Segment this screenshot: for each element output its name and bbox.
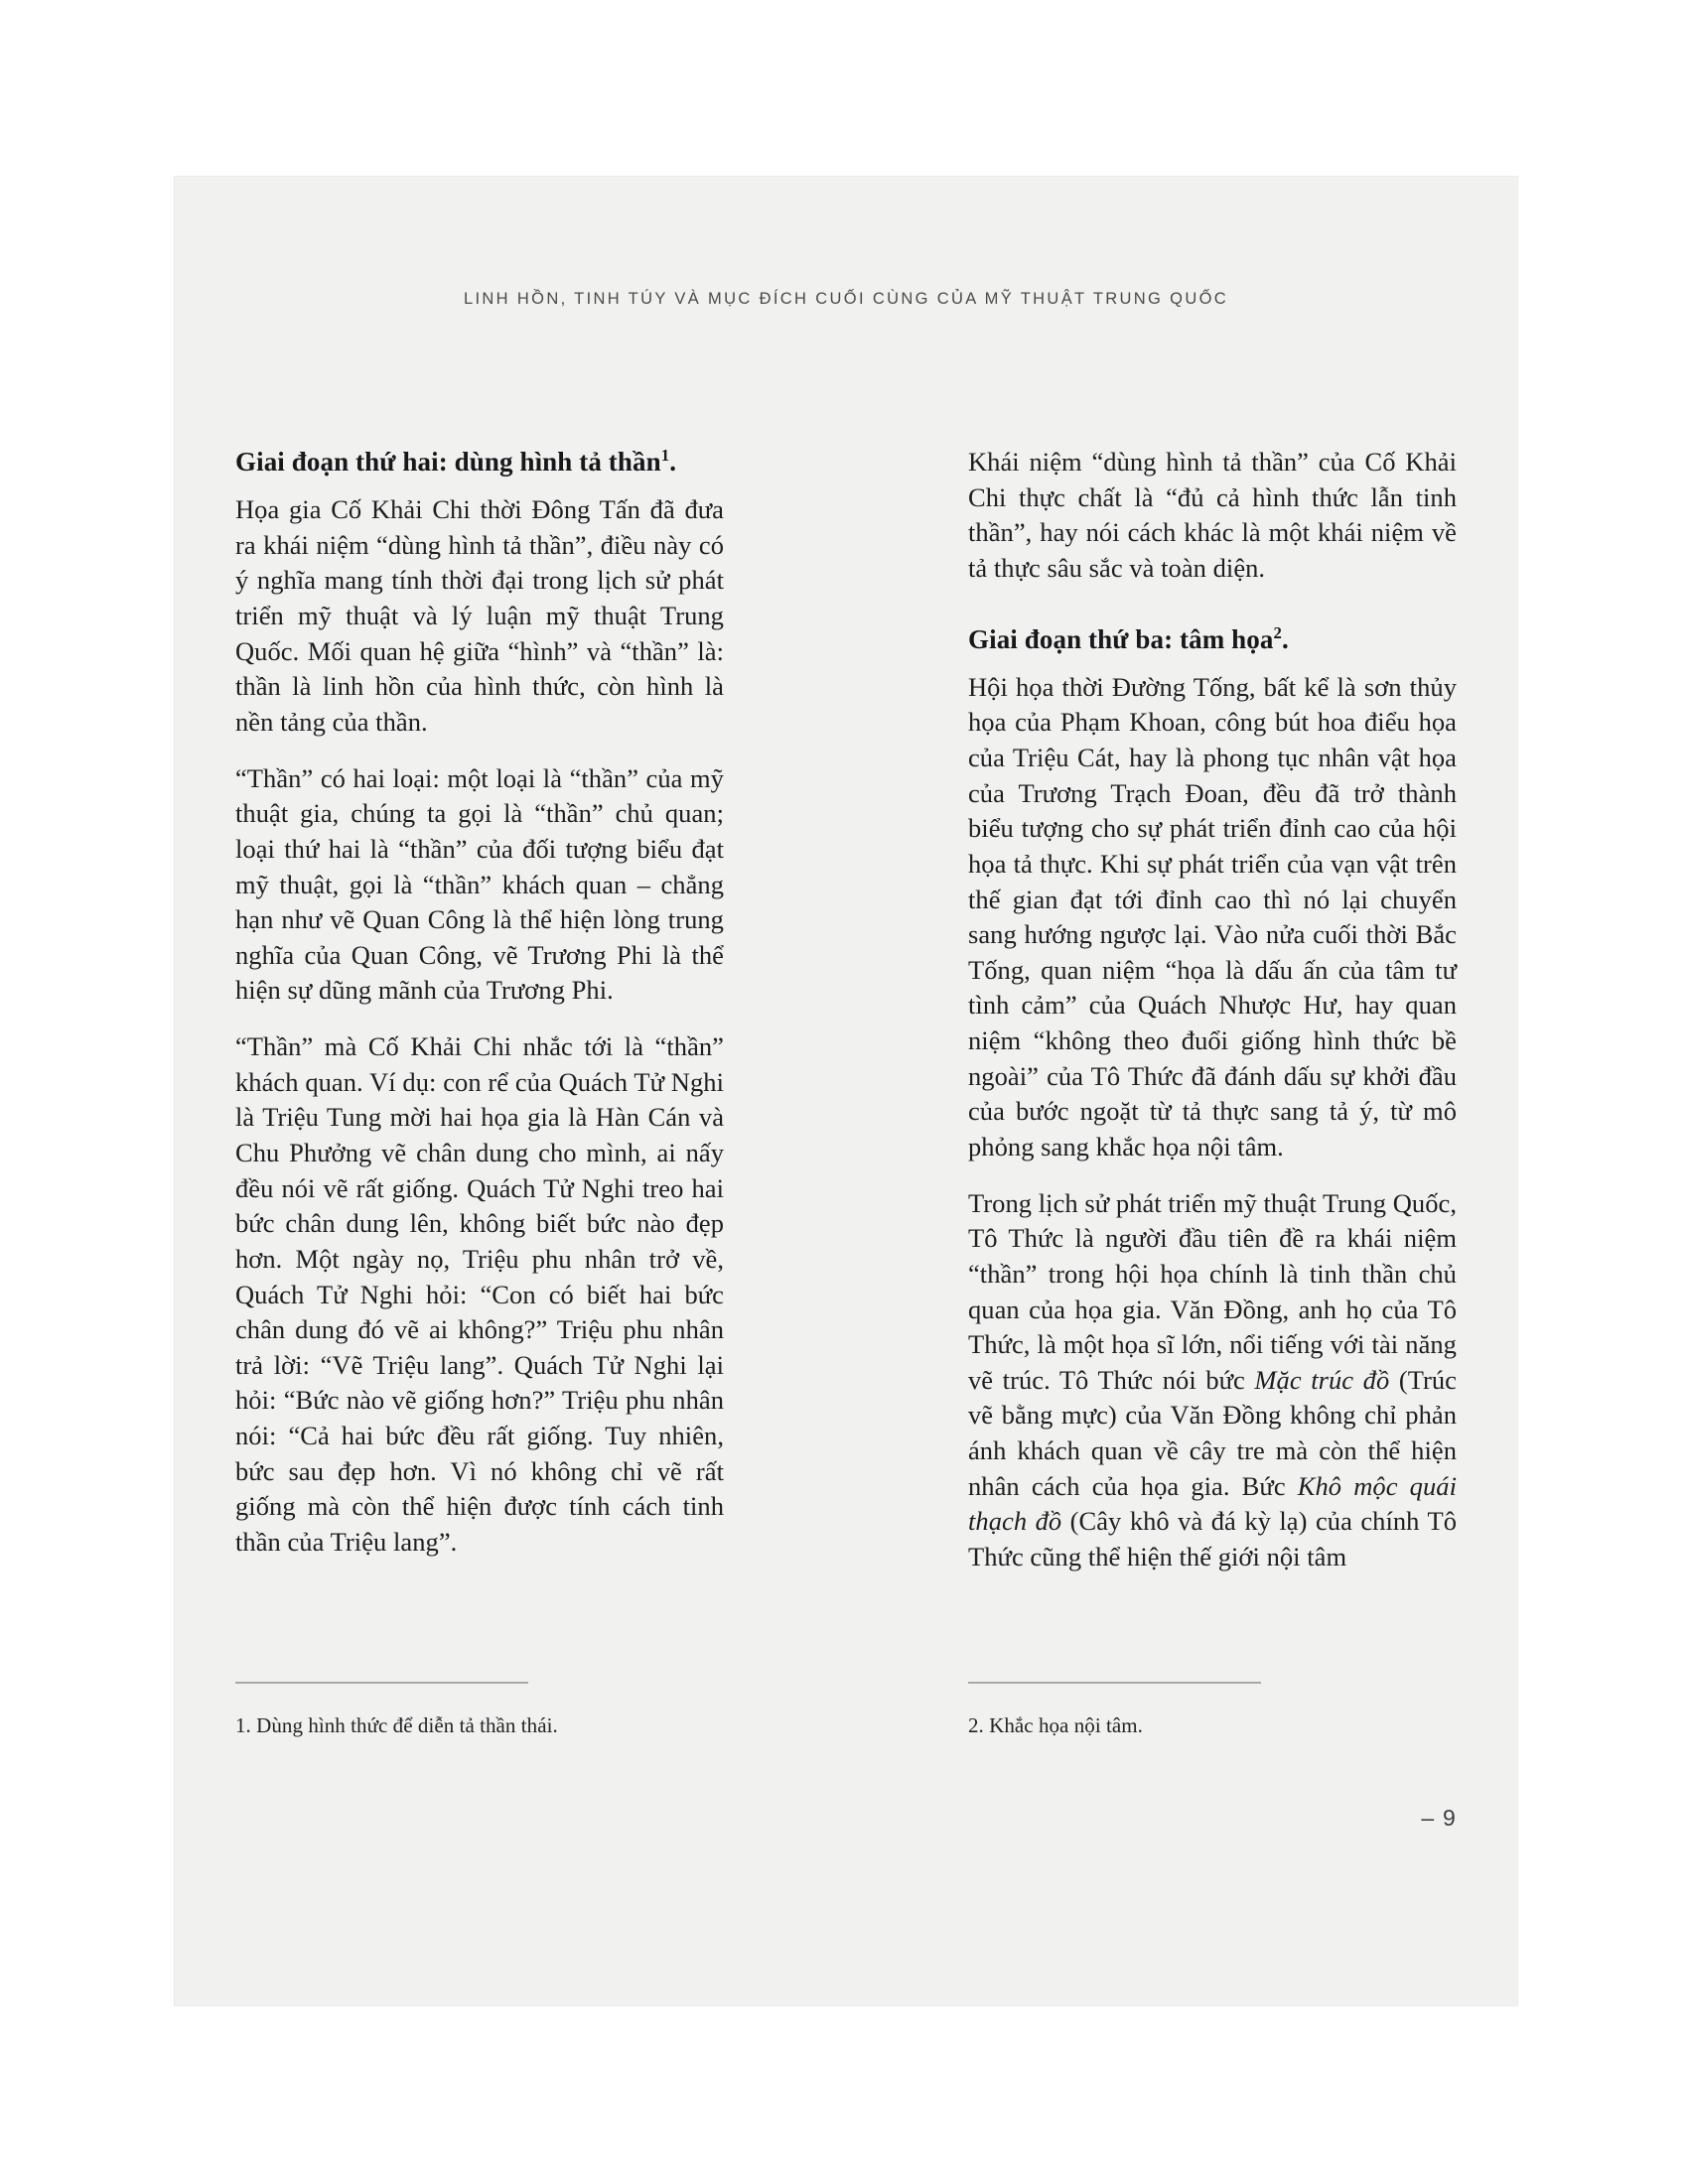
right-footnote-text: 2. Khắc họa nội tâm.	[968, 1713, 1143, 1737]
left-section-heading-period: .	[669, 447, 677, 477]
right-paragraph-3-part3: (Cây khô và đá kỳ lạ) của chính Tô Thức cũng thể hiện thế giới nội tâm	[968, 1506, 1457, 1572]
right-paragraph-2: Hội họa thời Đường Tống, bất kể là sơn thủy họa của Phạm Khoan, công bút hoa điểu họa của Triệu Cát, hay là phong tục nhân vật họa của Trương Trạch Đoan, đều đã trở thành biểu tượng cho sự phát triển đỉnh cao của hội họa tả thực. Khi sự phát triển của vạn vật trên thế gian đạt tới đỉnh cao thì nó lại chuyển sang hướng ngược lại. Vào nửa cuối thời Bắc Tống, quan niệm “họa là dấu ấn của tâm tư tình cảm” của Quách Nhược Hư, hay quan niệm “không theo đuổi giống hình thức bề ngoài” của Tô Thức đã đánh dấu sự khởi đầu của bước ngoặt từ tả thực sang tả ý, từ mô phỏng sang khắc họa nội tâm.	[968, 671, 1457, 1161]
left-section-heading-text: Giai đoạn thứ hai: dùng hình tả thần	[235, 447, 661, 477]
running-head: LINH HỒN, TINH TÚY VÀ MỤC ĐÍCH CUỐI CÙNG CỦA MỸ THUẬT TRUNG QUỐC	[463, 290, 1229, 308]
right-section-heading	[968, 622, 1457, 657]
left-footnote-block	[235, 1682, 724, 1739]
right-section-heading-period: .	[1281, 623, 1289, 654]
right-footnote-block	[968, 1682, 1457, 1739]
footnote-marker-1: 1	[660, 446, 670, 465]
left-footnote-rule	[235, 1682, 528, 1684]
left-column	[235, 445, 724, 1575]
book-page	[175, 177, 1517, 2005]
left-paragraph-3: “Thần” mà Cố Khải Chi nhắc tới là “thần” khách quan. Ví dụ: con rể của Quách Tử Nghi là Triệu Tung mời hai họa gia là Hàn Cán và Chu Phưởng vẽ chân dung cho mình, ai nấy đều nói vẽ rất giống. Quách Tử Nghi treo hai bức chân dung lên, không biết bức nào đẹp hơn. Một ngày nọ, Triệu phu nhân trở về, Quách Tử Nghi hỏi: “Con có biết hai bức chân dung đó vẽ ai không?” Triệu phu nhân trả lời: “Vẽ Triệu lang”. Quách Tử Nghi lại hỏi: “Bức nào vẽ giống hơn?” Triệu phu nhân nói: “Cả hai bức đều rất giống. Tuy nhiên, bức sau đẹp hơn. Vì nó không chỉ vẽ rất giống mà còn thể hiện được tính cách tinh thần của Triệu lang”.	[235, 1031, 724, 1558]
artwork-title-mac-truc-do: Mặc trúc đồ	[1254, 1364, 1390, 1395]
left-paragraph-2: “Thần” có hai loại: một loại là “thần” của mỹ thuật gia, chúng ta gọi là “thần” chủ quan; loại thứ hai là “thần” của đối tượng biểu đạt mỹ thuật, gọi là “thần” khách quan – chẳng hạn như vẽ Quan Công là thể hiện lòng trung nghĩa của Quan Công, vẽ Trương Phi là thể hiện sự dũng mãnh của Trương Phi.	[235, 762, 724, 1006]
right-footnote-rule	[968, 1682, 1261, 1684]
right-column	[968, 445, 1457, 1575]
right-paragraph-3-part2: (Trúc vẽ bằng mực) của Văn Đồng không chỉ phản ánh khách quan về cây tre mà còn thể hiện nhân cách của họa gia. Bức	[968, 1364, 1457, 1501]
text-columns	[235, 445, 1457, 1575]
right-paragraph-intro: Khái niệm “dùng hình tả thần” của Cố Khải Chi thực chất là “đủ cả hình thức lẫn tinh thần”, hay nói cách khác là một khái niệm về tả thực sâu sắc và toàn diện.	[968, 447, 1457, 583]
right-section-heading-text: Giai đoạn thứ ba: tâm họa	[968, 623, 1274, 654]
left-paragraph-1: Họa gia Cố Khải Chi thời Đông Tấn đã đưa ra khái niệm “dùng hình tả thần”, điều này có ý nghĩa mang tính thời đại trong lịch sử phát triển mỹ thuật và lý luận mỹ thuật Trung Quốc. Mối quan hệ giữa “hình” và “thần” là: thần là linh hồn của hình thức, còn hình là nền tảng của thần.	[235, 494, 724, 737]
right-paragraph-3	[968, 1186, 1457, 1575]
artwork-title-kho-moc-quai-thach-do: Khô mộc quái thạch đồ	[968, 1470, 1457, 1537]
left-section-heading	[235, 445, 724, 479]
page-number: – 9	[1421, 1805, 1457, 1831]
right-paragraph-3-part1: Trong lịch sử phát triển mỹ thuật Trung Quốc, Tô Thức là người đầu tiên đề ra khái niệm “thần” trong hội họa chính là tinh thần chủ quan của họa gia. Văn Đồng, anh họ của Tô Thức, là một họa sĩ lớn, nổi tiếng với tài năng vẽ trúc. Tô Thức nói bức	[968, 1187, 1457, 1395]
left-footnote-text: 1. Dùng hình thức để diễn tả thần thái.	[235, 1713, 558, 1737]
footnote-marker-2: 2	[1273, 622, 1282, 642]
footnotes-area	[235, 1682, 1457, 1739]
